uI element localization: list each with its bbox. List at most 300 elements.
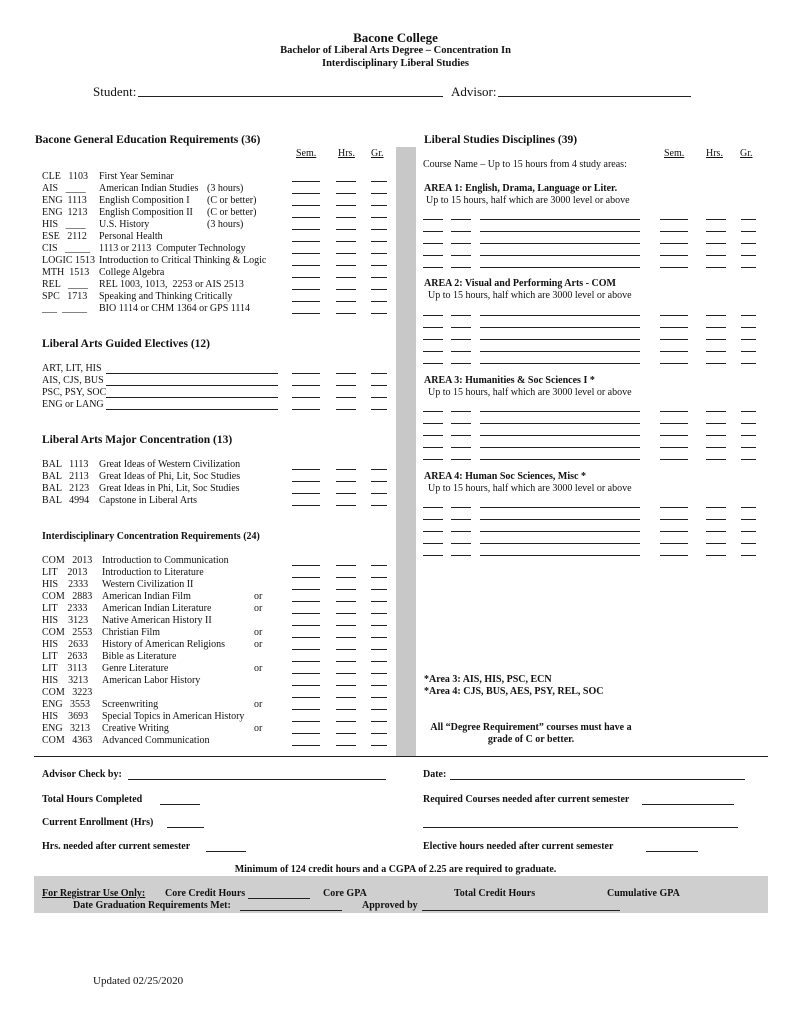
area-4-course-field[interactable] (480, 555, 640, 556)
course-code: BAL 1113 (42, 459, 89, 470)
gen-course-sem-field[interactable] (292, 313, 320, 314)
advisor-field[interactable] (498, 96, 691, 97)
course-code: LIT 2633 (42, 651, 88, 662)
major-course-gr-field[interactable] (371, 505, 387, 506)
area-4-hrs-field[interactable] (706, 519, 726, 520)
course-name: Special Topics in American History (102, 711, 245, 722)
course-name: Western Civilization II (102, 579, 194, 590)
inter-course-hrs-field[interactable] (336, 637, 356, 638)
area-4-course-field[interactable] (480, 519, 640, 520)
inter-course-hrs-field[interactable] (336, 625, 356, 626)
area-3-footnote: *Area 3: AIS, HIS, PSC, ECN (424, 674, 552, 685)
area-1-course-field[interactable] (480, 219, 640, 220)
course-code: ENG 3553 (42, 699, 91, 710)
area-2-prefix-field[interactable] (423, 327, 443, 328)
major-course-hrs-field[interactable] (336, 481, 356, 482)
gen-course-hrs-field[interactable] (336, 181, 356, 182)
inter-course-sem-field[interactable] (292, 721, 320, 722)
elective-sem-field[interactable] (292, 385, 320, 386)
area-3-prefix-field[interactable] (423, 459, 443, 460)
inter-course-hrs-field[interactable] (336, 613, 356, 614)
area-4-hrs-field[interactable] (706, 543, 726, 544)
area-2-gr-field[interactable] (741, 363, 756, 364)
area-2-hrs-field[interactable] (706, 315, 726, 316)
area-1-prefix-field[interactable] (423, 219, 443, 220)
gen-course-hrs-field[interactable] (336, 265, 356, 266)
area-4-number-field[interactable] (451, 543, 471, 544)
area-2-prefix-field[interactable] (423, 315, 443, 316)
gen-course-hrs-field[interactable] (336, 217, 356, 218)
gen-course-hrs-field[interactable] (336, 301, 356, 302)
area-4-number-field[interactable] (451, 507, 471, 508)
degree-note-2: grade of C or better. (487, 734, 575, 745)
inter-course-gr-field[interactable] (371, 601, 387, 602)
major-course-sem-field[interactable] (292, 469, 320, 470)
gen-course-gr-field[interactable] (371, 301, 387, 302)
area-4-course-field[interactable] (480, 507, 640, 508)
inter-course-hrs-field[interactable] (336, 697, 356, 698)
area-3-course-field[interactable] (480, 423, 640, 424)
area-2-sem-field[interactable] (660, 327, 688, 328)
area-1-course-field[interactable] (480, 255, 640, 256)
inter-course-sem-field[interactable] (292, 661, 320, 662)
gen-course-gr-field[interactable] (371, 193, 387, 194)
elective-sem-field[interactable] (292, 409, 320, 410)
inter-course-hrs-field[interactable] (336, 601, 356, 602)
area-3-sem-field[interactable] (660, 459, 688, 460)
course-name: English Composition I (99, 195, 190, 206)
area-2-number-field[interactable] (451, 315, 471, 316)
elective-gr-field[interactable] (371, 409, 387, 410)
area-1-sem-field[interactable] (660, 267, 688, 268)
area-2-hrs-field[interactable] (706, 339, 726, 340)
gen-course-hrs-field[interactable] (336, 289, 356, 290)
inter-course-hrs-field[interactable] (336, 649, 356, 650)
inter-course-gr-field[interactable] (371, 685, 387, 686)
course-name: American Indian Film (102, 591, 191, 602)
area-1-number-field[interactable] (451, 219, 471, 220)
gen-course-sem-field[interactable] (292, 301, 320, 302)
inter-course-sem-field[interactable] (292, 733, 320, 734)
hrs-needed-label: Hrs. needed after current semester (42, 841, 191, 852)
inter-course-sem-field[interactable] (292, 649, 320, 650)
gen-course-gr-field[interactable] (371, 205, 387, 206)
course-code: HIS 3123 (42, 615, 89, 626)
inter-course-hrs-field[interactable] (336, 565, 356, 566)
major-title: Liberal Arts Major Concentration (13) (42, 434, 233, 446)
area-4-number-field[interactable] (451, 519, 471, 520)
area-4-prefix-field[interactable] (423, 555, 443, 556)
area-2-sem-field[interactable] (660, 339, 688, 340)
area-4-hrs-field[interactable] (706, 555, 726, 556)
major-course-gr-field[interactable] (371, 481, 387, 482)
area-4-number-field[interactable] (451, 531, 471, 532)
elective-gr-field[interactable] (371, 373, 387, 374)
gen-course-gr-field[interactable] (371, 313, 387, 314)
area-1-number-field[interactable] (451, 267, 471, 268)
gen-course-hrs-field[interactable] (336, 253, 356, 254)
elective-hrs-field[interactable] (336, 385, 356, 386)
area-4-hrs-field[interactable] (706, 507, 726, 508)
area-3-course-field[interactable] (480, 435, 640, 436)
area-1-prefix-field[interactable] (423, 231, 443, 232)
area-3-sem-field[interactable] (660, 435, 688, 436)
elective-hrs-field[interactable] (336, 373, 356, 374)
inter-course-sem-field[interactable] (292, 589, 320, 590)
inter-course-gr-field[interactable] (371, 745, 387, 746)
course-name: American Labor History (102, 675, 201, 686)
area-4-prefix-field[interactable] (423, 519, 443, 520)
area-1-course-field[interactable] (480, 267, 640, 268)
area-2-gr-field[interactable] (741, 351, 756, 352)
area-2-sem-field[interactable] (660, 315, 688, 316)
area-3-prefix-field[interactable] (423, 423, 443, 424)
area-2-course-field[interactable] (480, 327, 640, 328)
course-name-note: Course Name – Up to 15 hours from 4 study areas: (423, 159, 627, 170)
date-field[interactable] (450, 779, 745, 780)
date-grad-field[interactable] (240, 910, 342, 911)
course-name: American Indian Studies (99, 183, 199, 194)
hrs-needed-field[interactable] (206, 851, 246, 852)
area-2-prefix-field[interactable] (423, 351, 443, 352)
area-3-gr-field[interactable] (741, 423, 756, 424)
inter-course-sem-field[interactable] (292, 685, 320, 686)
gen-course-gr-field[interactable] (371, 181, 387, 182)
area-1-prefix-field[interactable] (423, 267, 443, 268)
area-2-prefix-field[interactable] (423, 339, 443, 340)
gen-course-hrs-field[interactable] (336, 193, 356, 194)
elective-sem-field[interactable] (292, 397, 320, 398)
area-2-note: Up to 15 hours, half which are 3000 level or above (428, 290, 632, 301)
gen-course-sem-field[interactable] (292, 289, 320, 290)
advisor-check-field[interactable] (128, 779, 386, 780)
area-1-number-field[interactable] (451, 255, 471, 256)
area-4-sem-field[interactable] (660, 555, 688, 556)
disciplines-title: Liberal Studies Disciplines (39) (424, 134, 578, 146)
area-4-gr-field[interactable] (741, 543, 756, 544)
course-note: (3 hours) (207, 183, 244, 194)
elective-hrs-field[interactable] (336, 397, 356, 398)
area-4-sem-field[interactable] (660, 543, 688, 544)
course-name: BIO 1114 or CHM 1364 or GPS 1114 (99, 303, 251, 314)
area-4-sem-field[interactable] (660, 531, 688, 532)
area-1-course-field[interactable] (480, 231, 640, 232)
area-2-number-field[interactable] (451, 351, 471, 352)
guided-title: Liberal Arts Guided Electives (12) (42, 338, 211, 350)
inter-course-gr-field[interactable] (371, 673, 387, 674)
elective-gr-field[interactable] (371, 385, 387, 386)
gen-course-sem-field[interactable] (292, 217, 320, 218)
elective-course-field[interactable] (106, 397, 278, 398)
area-3-title: AREA 3: Humanities & Soc Sciences I * (424, 375, 595, 386)
page-subtitle: Bachelor of Liberal Arts Degree – Concentration In (280, 45, 511, 56)
inter-course-sem-field[interactable] (292, 565, 320, 566)
area-2-gr-field[interactable] (741, 339, 756, 340)
area-3-gr-field[interactable] (741, 411, 756, 412)
gen-course-sem-field[interactable] (292, 205, 320, 206)
gen-course-gr-field[interactable] (371, 265, 387, 266)
area-1-sem-field[interactable] (660, 231, 688, 232)
gen-course-sem-field[interactable] (292, 181, 320, 182)
inter-course-sem-field[interactable] (292, 613, 320, 614)
area-1-gr-field[interactable] (741, 219, 756, 220)
area-4-hrs-field[interactable] (706, 531, 726, 532)
inter-course-sem-field[interactable] (292, 673, 320, 674)
area-1-prefix-field[interactable] (423, 243, 443, 244)
course-code: ENG 1113 (42, 195, 87, 206)
gen-course-hrs-field[interactable] (336, 277, 356, 278)
area-3-prefix-field[interactable] (423, 411, 443, 412)
inter-course-sem-field[interactable] (292, 637, 320, 638)
major-course-hrs-field[interactable] (336, 493, 356, 494)
area-1-gr-field[interactable] (741, 255, 756, 256)
major-course-gr-field[interactable] (371, 493, 387, 494)
area-3-note: Up to 15 hours, half which are 3000 level or above (428, 387, 632, 398)
updated-date: Updated 02/25/2020 (93, 975, 184, 987)
right-col-gr: Gr. (740, 148, 753, 159)
area-2-number-field[interactable] (451, 339, 471, 340)
gen-course-gr-field[interactable] (371, 217, 387, 218)
gen-course-sem-field[interactable] (292, 241, 320, 242)
area-2-prefix-field[interactable] (423, 363, 443, 364)
area-3-number-field[interactable] (451, 435, 471, 436)
elective-course-field[interactable] (106, 409, 278, 410)
area-1-hrs-field[interactable] (706, 243, 726, 244)
elective-area: ART, LIT, HIS (42, 363, 102, 374)
area-1-gr-field[interactable] (741, 231, 756, 232)
inter-course-gr-field[interactable] (371, 589, 387, 590)
inter-course-gr-field[interactable] (371, 625, 387, 626)
gen-course-sem-field[interactable] (292, 277, 320, 278)
date-label: Date: (423, 769, 447, 780)
area-4-gr-field[interactable] (741, 531, 756, 532)
inter-course-gr-field[interactable] (371, 613, 387, 614)
required-courses-field-2[interactable] (423, 827, 738, 828)
course-code: BAL 2113 (42, 471, 89, 482)
current-enrollment-field[interactable] (167, 827, 204, 828)
area-2-hrs-field[interactable] (706, 327, 726, 328)
major-course-sem-field[interactable] (292, 481, 320, 482)
inter-course-hrs-field[interactable] (336, 673, 356, 674)
area-3-course-field[interactable] (480, 447, 640, 448)
major-course-hrs-field[interactable] (336, 505, 356, 506)
area-4-course-field[interactable] (480, 543, 640, 544)
course-code: LIT 2013 (42, 567, 88, 578)
area-4-sem-field[interactable] (660, 507, 688, 508)
area-3-course-field[interactable] (480, 411, 640, 412)
area-1-gr-field[interactable] (741, 267, 756, 268)
elective-hours-field[interactable] (646, 851, 698, 852)
approved-by-label: Approved by (362, 900, 418, 911)
course-name: Introduction to Communication (102, 555, 229, 566)
inter-course-hrs-field[interactable] (336, 685, 356, 686)
inter-course-hrs-field[interactable] (336, 661, 356, 662)
area-4-number-field[interactable] (451, 555, 471, 556)
area-1-sem-field[interactable] (660, 255, 688, 256)
area-3-hrs-field[interactable] (706, 459, 726, 460)
inter-course-sem-field[interactable] (292, 577, 320, 578)
major-course-sem-field[interactable] (292, 505, 320, 506)
inter-course-hrs-field[interactable] (336, 745, 356, 746)
area-4-gr-field[interactable] (741, 519, 756, 520)
gen-course-gr-field[interactable] (371, 229, 387, 230)
inter-course-gr-field[interactable] (371, 649, 387, 650)
area-3-course-field[interactable] (480, 459, 640, 460)
student-field[interactable] (138, 96, 443, 97)
student-label: Student: (93, 84, 137, 99)
area-4-course-field[interactable] (480, 531, 640, 532)
inter-course-hrs-field[interactable] (336, 721, 356, 722)
area-2-sem-field[interactable] (660, 363, 688, 364)
elective-course-field[interactable] (106, 385, 278, 386)
gen-course-gr-field[interactable] (371, 241, 387, 242)
area-3-hrs-field[interactable] (706, 447, 726, 448)
or-label: or (254, 627, 263, 638)
inter-course-hrs-field[interactable] (336, 709, 356, 710)
area-2-gr-field[interactable] (741, 327, 756, 328)
area-2-number-field[interactable] (451, 363, 471, 364)
gen-course-sem-field[interactable] (292, 253, 320, 254)
area-1-hrs-field[interactable] (706, 219, 726, 220)
area-3-prefix-field[interactable] (423, 435, 443, 436)
area-2-gr-field[interactable] (741, 315, 756, 316)
gen-course-sem-field[interactable] (292, 265, 320, 266)
course-code: LIT 2333 (42, 603, 88, 614)
area-1-number-field[interactable] (451, 231, 471, 232)
major-course-gr-field[interactable] (371, 469, 387, 470)
area-2-sem-field[interactable] (660, 351, 688, 352)
inter-course-sem-field[interactable] (292, 601, 320, 602)
inter-course-sem-field[interactable] (292, 709, 320, 710)
inter-course-hrs-field[interactable] (336, 733, 356, 734)
gen-course-gr-field[interactable] (371, 289, 387, 290)
course-name: English Composition II (99, 207, 193, 218)
area-1-title: AREA 1: English, Drama, Language or Liter. (424, 183, 618, 194)
course-name: Bible as Literature (102, 651, 177, 662)
area-1-sem-field[interactable] (660, 219, 688, 220)
inter-course-sem-field[interactable] (292, 697, 320, 698)
course-name: Great Ideas in Phi, Lit, Soc Studies (99, 483, 240, 494)
total-credit-label: Total Credit Hours (454, 888, 536, 899)
area-4-prefix-field[interactable] (423, 543, 443, 544)
area-4-sem-field[interactable] (660, 519, 688, 520)
area-2-course-field[interactable] (480, 363, 640, 364)
inter-course-gr-field[interactable] (371, 661, 387, 662)
course-name: Great Ideas of Phi, Lit, Soc Studies (99, 471, 241, 482)
inter-course-gr-field[interactable] (371, 721, 387, 722)
area-3-number-field[interactable] (451, 411, 471, 412)
area-2-hrs-field[interactable] (706, 351, 726, 352)
area-3-gr-field[interactable] (741, 447, 756, 448)
gen-course-sem-field[interactable] (292, 229, 320, 230)
area-1-hrs-field[interactable] (706, 255, 726, 256)
gen-course-sem-field[interactable] (292, 193, 320, 194)
area-3-gr-field[interactable] (741, 459, 756, 460)
total-hours-field[interactable] (160, 804, 200, 805)
area-3-hrs-field[interactable] (706, 435, 726, 436)
area-3-hrs-field[interactable] (706, 411, 726, 412)
inter-course-hrs-field[interactable] (336, 589, 356, 590)
gen-course-hrs-field[interactable] (336, 313, 356, 314)
area-1-number-field[interactable] (451, 243, 471, 244)
course-name: History of American Religions (102, 639, 226, 650)
area-1-gr-field[interactable] (741, 243, 756, 244)
inter-course-gr-field[interactable] (371, 565, 387, 566)
course-name: Great Ideas of Western Civilization (99, 459, 241, 470)
area-3-sem-field[interactable] (660, 423, 688, 424)
area-4-gr-field[interactable] (741, 555, 756, 556)
gen-course-hrs-field[interactable] (336, 205, 356, 206)
area-3-sem-field[interactable] (660, 447, 688, 448)
elective-sem-field[interactable] (292, 373, 320, 374)
course-code: ESE 2112 (42, 231, 87, 242)
gen-course-gr-field[interactable] (371, 277, 387, 278)
approved-by-field[interactable] (422, 910, 620, 911)
area-4-gr-field[interactable] (741, 507, 756, 508)
area-1-sem-field[interactable] (660, 243, 688, 244)
major-course-sem-field[interactable] (292, 493, 320, 494)
area-4-footnote: *Area 4: CJS, BUS, AES, PSY, REL, SOC (424, 686, 604, 697)
core-credit-field[interactable] (248, 898, 310, 899)
gen-course-hrs-field[interactable] (336, 241, 356, 242)
right-col-hrs: Hrs. (706, 148, 723, 159)
course-name: U.S. History (99, 219, 150, 230)
inter-course-gr-field[interactable] (371, 577, 387, 578)
course-name: First Year Seminar (99, 171, 174, 182)
area-3-number-field[interactable] (451, 447, 471, 448)
area-4-prefix-field[interactable] (423, 531, 443, 532)
required-courses-field[interactable] (642, 804, 734, 805)
area-2-course-field[interactable] (480, 339, 640, 340)
gen-course-hrs-field[interactable] (336, 229, 356, 230)
cumulative-gpa-label: Cumulative GPA (607, 888, 680, 899)
area-2-course-field[interactable] (480, 351, 640, 352)
elective-hrs-field[interactable] (336, 409, 356, 410)
course-code: ENG 1213 (42, 207, 88, 218)
elective-gr-field[interactable] (371, 397, 387, 398)
inter-course-gr-field[interactable] (371, 709, 387, 710)
course-code: HIS 2333 (42, 579, 89, 590)
inter-course-gr-field[interactable] (371, 733, 387, 734)
area-1-hrs-field[interactable] (706, 231, 726, 232)
area-1-prefix-field[interactable] (423, 255, 443, 256)
major-course-hrs-field[interactable] (336, 469, 356, 470)
gen-course-gr-field[interactable] (371, 253, 387, 254)
area-3-gr-field[interactable] (741, 435, 756, 436)
area-3-hrs-field[interactable] (706, 423, 726, 424)
inter-course-gr-field[interactable] (371, 637, 387, 638)
or-label: or (254, 639, 263, 650)
course-code: COM 4363 (42, 735, 93, 746)
elective-course-field[interactable] (106, 373, 278, 374)
area-2-hrs-field[interactable] (706, 363, 726, 364)
inter-course-sem-field[interactable] (292, 745, 320, 746)
inter-course-hrs-field[interactable] (336, 577, 356, 578)
course-name: American Indian Literature (102, 603, 212, 614)
area-3-sem-field[interactable] (660, 411, 688, 412)
inter-course-gr-field[interactable] (371, 697, 387, 698)
area-2-course-field[interactable] (480, 315, 640, 316)
area-4-prefix-field[interactable] (423, 507, 443, 508)
area-1-hrs-field[interactable] (706, 267, 726, 268)
area-3-number-field[interactable] (451, 459, 471, 460)
area-3-number-field[interactable] (451, 423, 471, 424)
date-grad-label: Date Graduation Requirements Met: (73, 900, 231, 911)
area-3-prefix-field[interactable] (423, 447, 443, 448)
inter-course-sem-field[interactable] (292, 625, 320, 626)
area-2-number-field[interactable] (451, 327, 471, 328)
area-1-course-field[interactable] (480, 243, 640, 244)
